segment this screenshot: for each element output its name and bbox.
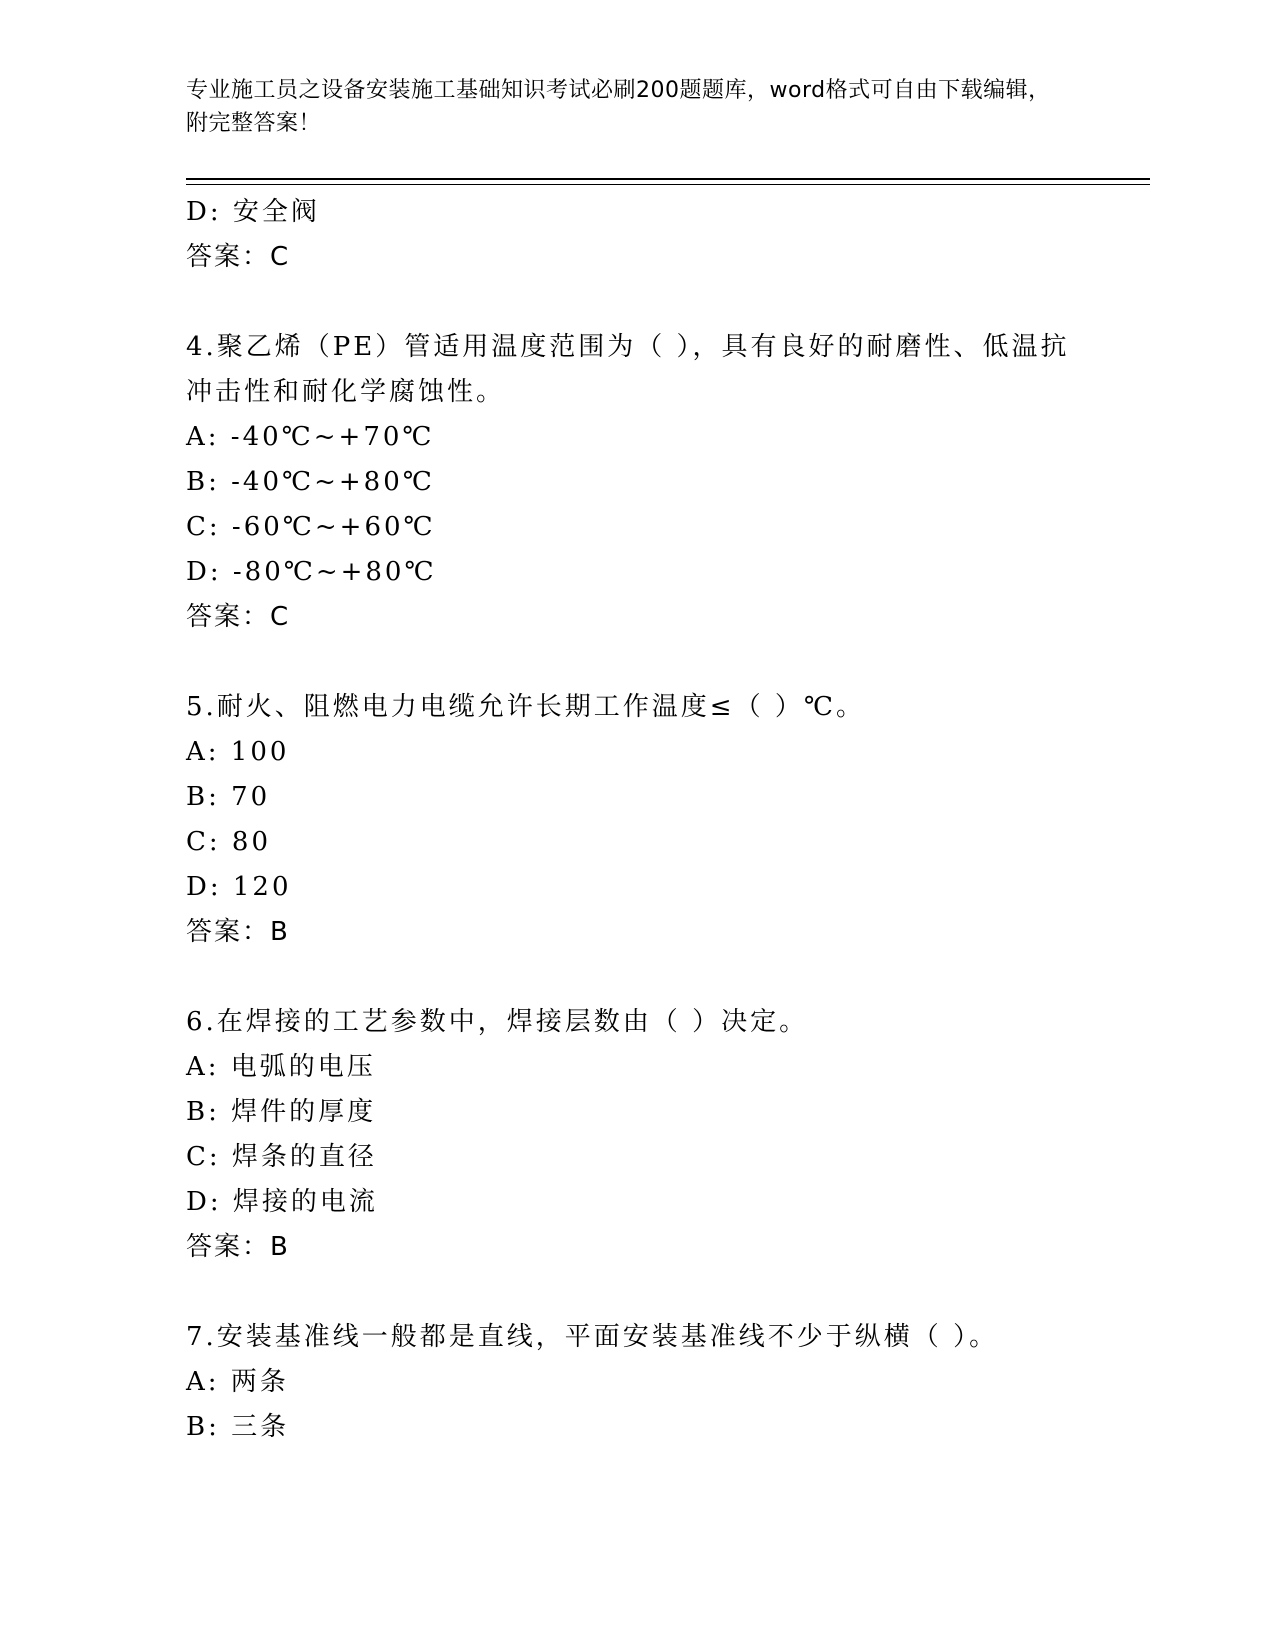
header-rule-thick	[186, 178, 1150, 180]
q4-answer: 答案：C	[186, 602, 291, 632]
q7-stem: 7.安装基准线一般都是直线，平面安装基准线不少于纵横（ ）。	[186, 1322, 999, 1352]
q4-option-d: D: -80℃~+80℃	[186, 557, 437, 587]
question-list	[186, 190, 1086, 1450]
q6-stem: 6.在焊接的工艺参数中，焊接层数由（ ）决定。	[186, 1007, 809, 1037]
q5-option-b: B: 70	[186, 782, 271, 812]
spacer	[186, 640, 1086, 685]
q6-option-c: C: 焊条的直径	[186, 1142, 377, 1172]
spacer	[186, 280, 1086, 325]
q3-answer: 答案：C	[186, 242, 291, 272]
q6-option-a: A: 电弧的电压	[186, 1052, 376, 1082]
q4-option-c: C: -60℃~+60℃	[186, 512, 436, 542]
document-header: 专业施工员之设备安装施工基础知识考试必刷200题题库，word格式可自由下载编辑，附完整答案！	[186, 78, 1051, 136]
q7-option-a: A: 两条	[186, 1367, 289, 1397]
q6-option-d: D: 焊接的电流	[186, 1187, 378, 1217]
spacer	[186, 1270, 1086, 1315]
q5-stem: 5.耐火、阻燃电力电缆允许长期工作温度≤（ ）℃。	[186, 692, 865, 722]
q6-answer: 答案：B	[186, 1232, 290, 1262]
q4-option-b: B: -40℃~+80℃	[186, 467, 435, 497]
q4-option-a: A: -40℃~+70℃	[186, 422, 435, 452]
q7-option-b: B: 三条	[186, 1412, 290, 1442]
spacer	[186, 955, 1086, 1000]
q5-option-c: C: 80	[186, 827, 272, 857]
q5-option-a: A: 100	[186, 737, 290, 767]
q5-answer: 答案：B	[186, 917, 290, 947]
q4-stem: 4.聚乙烯（PE）管适用温度范围为（ ），具有良好的耐磨性、低温抗冲击性和耐化学腐蚀性。	[186, 332, 1070, 407]
q3-option-d: D: 安全阀	[186, 197, 320, 227]
header-rule-thin	[186, 184, 1150, 185]
q6-option-b: B: 焊件的厚度	[186, 1097, 377, 1127]
q5-option-d: D: 120	[186, 872, 292, 902]
